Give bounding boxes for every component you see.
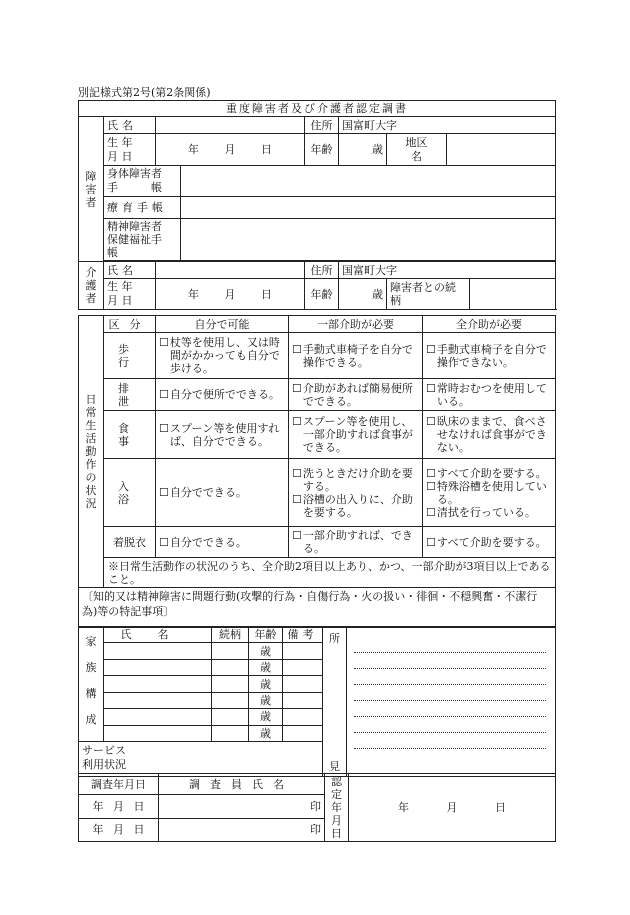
family-remarks-field[interactable] (283, 676, 323, 692)
applicant-dob-field[interactable]: 年 月 日 (156, 134, 305, 166)
row-label-dressing: 着脱衣 (104, 527, 156, 558)
checkbox-icon[interactable]: ☐ (426, 466, 436, 480)
applicant-cert2-field[interactable] (181, 197, 556, 219)
row-label-bath: 入浴 (104, 459, 156, 527)
applicant-section-label: 障 害 者 (79, 117, 104, 262)
family-relation-field[interactable] (212, 643, 249, 659)
family-table (78, 626, 556, 777)
applicant-dob-label: 生 年 月 日 (104, 134, 156, 166)
family-remarks-field[interactable] (283, 659, 323, 675)
family-col-name: 氏名 (104, 627, 212, 643)
meal-full-cell (423, 411, 556, 459)
checkbox-icon[interactable]: ☐ (426, 479, 436, 493)
daily-note: ※日常生活動作の状況のうち、全介助2項目以上あり、かつ、一部介助が3項目以上であること。 (104, 558, 556, 588)
applicant-district-field[interactable] (447, 134, 556, 166)
caregiver-address-field[interactable]: 国富町大字 (339, 262, 556, 279)
form-caption: 別記様式第2号(第2条関係) (78, 86, 211, 99)
applicant-cert2-label: 療育手帳 (104, 197, 181, 219)
checkbox-icon[interactable]: ☐ (159, 421, 169, 435)
family-remarks-field[interactable] (283, 709, 323, 725)
walk-full-cell (423, 333, 556, 379)
family-relation-field[interactable] (212, 692, 249, 708)
option-text: 浴槽の出入りに、介助を要する。 (302, 492, 413, 519)
family-section-label: 家 族 構 成 (79, 627, 104, 742)
opinion-line (354, 637, 546, 653)
family-remarks-field[interactable] (283, 692, 323, 708)
bath-self-cell (156, 459, 289, 527)
family-age-field[interactable]: 歳 (249, 659, 283, 675)
meal-partial-cell (289, 411, 423, 459)
checkbox-icon[interactable]: ☐ (159, 336, 169, 349)
opinion-line (354, 669, 546, 685)
family-name-field[interactable] (104, 659, 212, 675)
opinion-line (354, 685, 546, 701)
family-name-field[interactable] (104, 725, 212, 741)
family-name-field[interactable] (104, 709, 212, 725)
excretion-full-cell (423, 379, 556, 411)
survey-inspector-field-1[interactable]: 印 (159, 795, 325, 818)
applicant-age-field[interactable]: 歳 (339, 134, 387, 166)
family-age-field[interactable]: 歳 (249, 676, 283, 692)
walk-partial-cell (289, 333, 423, 379)
checkbox-icon[interactable]: ☐ (426, 505, 436, 519)
applicant-name-field[interactable] (156, 117, 305, 134)
applicant-age-label: 年齢 (305, 134, 339, 166)
cert-date-field[interactable]: 年 月 日 (349, 774, 556, 842)
bath-full-option-3[interactable] (426, 506, 552, 519)
checkbox-icon[interactable]: ☐ (292, 466, 302, 480)
bath-full-option-2[interactable] (426, 480, 552, 506)
applicant-name-label: 氏名 (104, 117, 156, 134)
opinion-label: 所 見 (323, 627, 347, 777)
walk-full-option[interactable] (426, 343, 552, 369)
option-text: すべて介助を要する。 (436, 466, 547, 480)
dressing-self-cell (156, 527, 289, 558)
checkbox-icon[interactable]: ☐ (159, 388, 169, 401)
bath-full-option-1[interactable] (426, 467, 552, 480)
walk-self-option[interactable] (159, 336, 285, 375)
option-text: 特殊浴槽を使用している。 (436, 479, 547, 506)
header-partial: 一部介助が必要 (289, 316, 423, 333)
form-title: 重度障害者及び介護者認定調書 (79, 101, 556, 117)
daily-section-label: 日 常 生 活 動 作 の 状 況 (79, 316, 104, 588)
option-text: 自分でできる。 (169, 486, 247, 499)
applicant-address-field[interactable]: 国富町大字 (339, 117, 556, 134)
bath-full-cell (423, 459, 556, 527)
survey-inspector-field-2[interactable]: 印 (159, 818, 325, 841)
option-text: 手動式車椅子を自分で操作できない。 (436, 342, 547, 369)
opinion-line (354, 701, 546, 717)
applicant-cert3-label: 精神障害者 保健福祉手 帳 (104, 219, 181, 261)
applicant-cert1-field[interactable] (181, 166, 556, 197)
caregiver-dob-field[interactable]: 年 月 日 (156, 279, 305, 310)
bath-partial-option-1[interactable] (292, 467, 419, 493)
family-age-field[interactable]: 歳 (249, 643, 283, 659)
dressing-full-option[interactable] (426, 536, 552, 549)
survey-inspector-header: 調査員氏名 (159, 774, 325, 795)
option-text: 常時おむつを使用している。 (436, 381, 547, 408)
excretion-self-option[interactable] (159, 388, 285, 401)
checkbox-icon[interactable]: ☐ (426, 535, 436, 549)
family-name-field[interactable] (104, 692, 212, 708)
cert-date-label: 認 定 年 月 日 (325, 774, 349, 842)
checkbox-icon[interactable]: ☐ (292, 492, 302, 506)
checkbox-icon[interactable]: ☐ (292, 381, 302, 395)
special-notes-box[interactable]: 〔知的又は精神障害に問題行動(攻撃的行為・自傷行為・火の扱い・徘徊・不穏興奮・不潔行為)等の特記事項〕 (79, 588, 556, 628)
caregiver-dob-label: 生 年 月 日 (104, 279, 156, 310)
family-relation-field[interactable] (212, 659, 249, 675)
family-col-age: 年齢 (249, 627, 283, 643)
checkbox-icon[interactable]: ☐ (159, 486, 169, 499)
dressing-partial-option[interactable] (292, 529, 419, 555)
survey-table (78, 773, 556, 842)
caregiver-relation-label: 障害者との続柄 (387, 279, 470, 310)
checkbox-icon[interactable]: ☐ (159, 535, 169, 549)
family-age-field[interactable]: 歳 (249, 692, 283, 708)
option-text: すべて介助を要する。 (436, 535, 547, 549)
applicant-address-label: 住所 (305, 117, 339, 134)
bath-partial-cell (289, 459, 423, 527)
daily-living-table (78, 315, 556, 628)
caregiver-section-label: 介 護 者 (79, 262, 104, 310)
option-text: 自分で便所でできる。 (169, 388, 280, 401)
family-col-remarks: 備考 (283, 627, 323, 643)
option-text: 自分でできる。 (169, 535, 247, 549)
dressing-partial-cell (289, 527, 423, 558)
row-label-meal: 食事 (104, 411, 156, 459)
dressing-self-option[interactable] (159, 536, 285, 549)
family-relation-field[interactable] (212, 709, 249, 725)
checkbox-icon[interactable]: ☐ (292, 342, 302, 356)
survey-date-field-2[interactable]: 年 月 日 (79, 818, 159, 841)
meal-partial-option[interactable] (292, 415, 419, 454)
family-remarks-field[interactable] (283, 643, 323, 659)
family-remarks-field[interactable] (283, 725, 323, 741)
caregiver-name-field[interactable] (156, 262, 305, 279)
option-text: 手動式車椅子を自分で操作できる。 (302, 342, 413, 369)
meal-self-cell (156, 411, 289, 459)
family-name-field[interactable] (104, 676, 212, 692)
family-relation-field[interactable] (212, 676, 249, 692)
meal-self-option[interactable] (159, 422, 285, 448)
excretion-partial-option[interactable] (292, 382, 419, 408)
checkbox-icon[interactable]: ☐ (426, 342, 436, 356)
option-text: 臥床のままで、食べさせなければ食事ができない。 (436, 415, 547, 454)
survey-date-field-1[interactable]: 年 月 日 (79, 795, 159, 818)
row-label-excretion: 排泄 (104, 379, 156, 411)
option-text: 介助があれば簡易便所でできる。 (302, 381, 413, 408)
option-text: スプーン等を使用し、一部介助すれば食事ができる。 (302, 415, 413, 454)
bath-partial-option-2[interactable] (292, 493, 419, 519)
opinion-field[interactable] (347, 627, 556, 777)
walk-partial-option[interactable] (292, 343, 419, 369)
applicant-cert1-label: 身体障害者 手 帳 (104, 166, 181, 197)
opinion-line (354, 733, 546, 749)
option-text: 洗うときだけ介助を要する。 (302, 466, 413, 493)
checkbox-icon[interactable]: ☐ (292, 415, 302, 428)
excretion-partial-cell (289, 379, 423, 411)
option-text: 清拭を行っている。 (436, 505, 536, 519)
meal-full-option[interactable] (426, 415, 552, 454)
header-full: 全介助が必要 (423, 316, 556, 333)
checkbox-icon[interactable]: ☐ (292, 529, 302, 542)
excretion-full-option[interactable] (426, 382, 552, 408)
excretion-self-cell (156, 379, 289, 411)
caregiver-name-label: 氏名 (104, 262, 156, 279)
main-form-table (78, 100, 556, 310)
header-self: 自分で可能 (156, 316, 289, 333)
applicant-cert3-field[interactable] (181, 219, 556, 261)
applicant-district-label: 地区 名 (387, 134, 447, 166)
option-text: 一部介助すれば、できる。 (302, 529, 413, 555)
family-relation-field[interactable] (212, 725, 249, 741)
service-usage-label: サービス 利用状況 (79, 742, 323, 777)
caregiver-age-label: 年齢 (305, 279, 339, 310)
dressing-full-cell (423, 527, 556, 558)
caregiver-age-field[interactable]: 歳 (339, 279, 387, 310)
family-age-field[interactable]: 歳 (249, 725, 283, 741)
walk-self-cell (156, 333, 289, 379)
checkbox-icon[interactable]: ☐ (426, 415, 436, 428)
caregiver-address-label: 住所 (305, 262, 339, 279)
option-text: 杖等を使用し、又は時間がかかっても自分で歩ける。 (169, 336, 280, 375)
opinion-line (354, 653, 546, 669)
family-age-field[interactable]: 歳 (249, 709, 283, 725)
opinion-line (354, 717, 546, 733)
header-category: 区分 (104, 316, 156, 333)
checkbox-icon[interactable]: ☐ (426, 381, 436, 395)
family-name-field[interactable] (104, 643, 212, 659)
family-col-relation: 続柄 (212, 627, 249, 643)
option-text: スプーン等を使用すれば、自分でできる。 (169, 421, 280, 448)
bath-self-option[interactable] (159, 486, 285, 499)
row-label-walk: 歩行 (104, 333, 156, 379)
survey-date-header: 調査年月日 (79, 774, 159, 795)
caregiver-relation-field[interactable] (470, 279, 556, 310)
